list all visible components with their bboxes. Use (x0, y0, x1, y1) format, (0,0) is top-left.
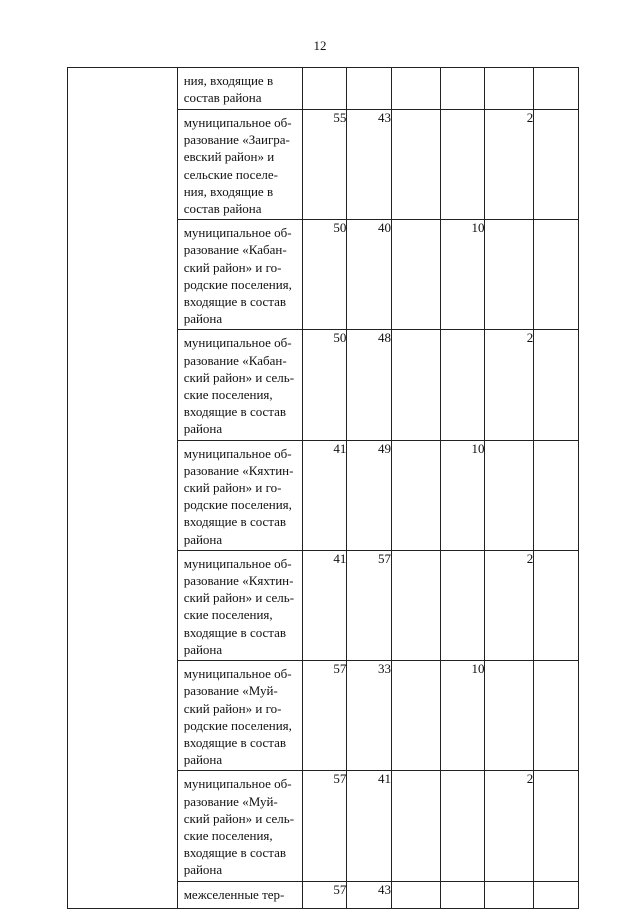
value-cell-3 (392, 661, 441, 771)
value-cell-1: 55 (302, 110, 347, 220)
value-cell-2: 43 (347, 881, 392, 908)
value-cell-1: 57 (302, 771, 347, 881)
value-cell-3 (392, 330, 441, 440)
value-cell-1: 41 (302, 440, 347, 550)
value-cell-6 (534, 110, 579, 220)
empty-first-column (68, 68, 178, 909)
value-cell-4: 10 (440, 440, 485, 550)
value-cell-5 (485, 661, 534, 771)
value-cell-6 (534, 661, 579, 771)
value-cell-6 (534, 771, 579, 881)
value-cell-2: 33 (347, 661, 392, 771)
row-description-cell (177, 220, 302, 330)
row-description-cell (177, 881, 302, 908)
row-description: муниципальное об- разование «Кабан- ский район» и го- родские поселения, входящие в состав района (183, 225, 292, 327)
row-description: муниципальное об- разование «Кабан- ский район» и сель- ские поселения, входящие в состав района (183, 335, 295, 437)
row-description-cell (177, 440, 302, 550)
row-description: муниципальное об- разование «Муй- ский район» и го- родские поселения, входящие в состав района (183, 666, 292, 768)
value-cell-2: 43 (347, 110, 392, 220)
value-cell-6 (534, 550, 579, 660)
value-cell-4 (440, 68, 485, 110)
row-description-cell (177, 68, 302, 110)
value-cell-6 (534, 881, 579, 908)
value-cell-3 (392, 550, 441, 660)
value-cell-4: 10 (440, 220, 485, 330)
table-row (68, 68, 579, 110)
page-number: 12 (313, 38, 327, 53)
value-cell-6 (534, 68, 579, 110)
value-cell-5: 2 (485, 330, 534, 440)
row-description-cell (177, 550, 302, 660)
value-cell-5 (485, 220, 534, 330)
row-description: муниципальное об- разование «Заигра- евский район» и сельские поселе- ния, входящие в состав района (183, 115, 292, 217)
value-cell-3 (392, 68, 441, 110)
value-cell-2: 41 (347, 771, 392, 881)
row-description: межселенные тер- (183, 886, 285, 902)
value-cell-5 (485, 440, 534, 550)
value-cell-2: 57 (347, 550, 392, 660)
value-cell-3 (392, 110, 441, 220)
value-cell-3 (392, 440, 441, 550)
value-cell-2 (347, 68, 392, 110)
value-cell-1: 41 (302, 550, 347, 660)
row-description: муниципальное об- разование «Кяхтин- ский район» и сель- ские поселения, входящие в состав района (183, 555, 295, 657)
value-cell-5: 2 (485, 110, 534, 220)
value-cell-1: 57 (302, 881, 347, 908)
value-cell-1: 57 (302, 661, 347, 771)
value-cell-4 (440, 881, 485, 908)
row-description-cell (177, 330, 302, 440)
value-cell-2: 40 (347, 220, 392, 330)
value-cell-6 (534, 220, 579, 330)
row-description-cell (177, 661, 302, 771)
value-cell-5: 2 (485, 550, 534, 660)
row-description-cell (177, 771, 302, 881)
data-table (67, 67, 579, 909)
value-cell-4 (440, 110, 485, 220)
value-cell-3 (392, 881, 441, 908)
row-description: муниципальное об- разование «Муй- ский район» и сель- ские поселения, входящие в состав района (183, 776, 295, 878)
value-cell-5 (485, 68, 534, 110)
value-cell-3 (392, 220, 441, 330)
value-cell-2: 49 (347, 440, 392, 550)
value-cell-6 (534, 440, 579, 550)
value-cell-3 (392, 771, 441, 881)
value-cell-4 (440, 330, 485, 440)
value-cell-4 (440, 771, 485, 881)
value-cell-1 (302, 68, 347, 110)
row-description: ния, входящие в состав района (183, 73, 274, 106)
value-cell-4 (440, 550, 485, 660)
value-cell-5 (485, 881, 534, 908)
row-description: муниципальное об- разование «Кяхтин- ский район» и го- родские поселения, входящие в состав района (183, 445, 294, 547)
value-cell-1: 50 (302, 220, 347, 330)
value-cell-4: 10 (440, 661, 485, 771)
value-cell-6 (534, 330, 579, 440)
value-cell-2: 48 (347, 330, 392, 440)
row-description-cell (177, 110, 302, 220)
value-cell-1: 50 (302, 330, 347, 440)
value-cell-5: 2 (485, 771, 534, 881)
